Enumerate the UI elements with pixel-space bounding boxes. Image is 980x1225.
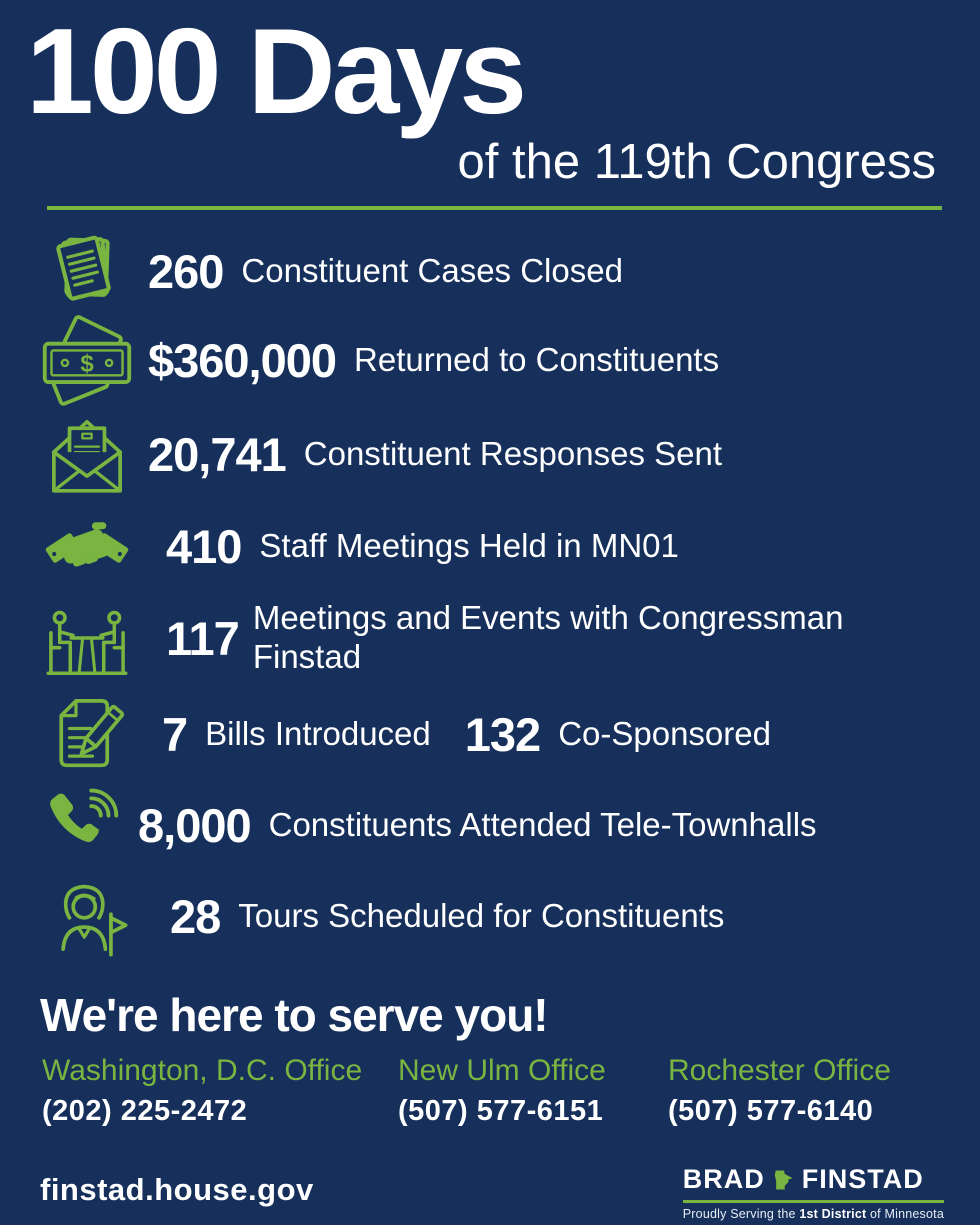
stat-value: 7 bbox=[162, 707, 188, 761]
stat-row-bills bbox=[34, 686, 980, 782]
logo-last-name: FINSTAD bbox=[801, 1164, 924, 1194]
stat-value: 260 bbox=[148, 244, 224, 298]
stat-row-responses-sent bbox=[34, 406, 980, 502]
logo-tagline bbox=[683, 1207, 944, 1221]
handshake-icon bbox=[34, 506, 140, 586]
stat-row-tele-townhalls bbox=[34, 782, 980, 868]
stat-label: Meetings and Events with Congressman Finstad bbox=[252, 599, 844, 675]
stat-value: 410 bbox=[166, 519, 242, 573]
stat-value: 20,741 bbox=[148, 427, 286, 481]
office-phone: (507) 577-6140 bbox=[668, 1095, 874, 1127]
footer bbox=[0, 1164, 980, 1221]
tagline-prefix: Proudly Serving the bbox=[682, 1207, 800, 1221]
stat-row-money-returned bbox=[34, 314, 980, 406]
meeting-table-icon bbox=[34, 594, 140, 682]
stat-row-cases-closed bbox=[34, 228, 980, 314]
website-link: finstad.house.gov bbox=[40, 1172, 314, 1207]
stat-value: 28 bbox=[170, 889, 221, 943]
office-rochester bbox=[668, 1054, 980, 1128]
stat-row-staff-meetings bbox=[34, 502, 980, 590]
page-title: 100 Days bbox=[26, 3, 524, 139]
office-name: New Ulm Office bbox=[398, 1054, 606, 1087]
office-new-ulm bbox=[398, 1054, 668, 1128]
logo-divider bbox=[683, 1200, 944, 1203]
logo-first-name: BRAD bbox=[682, 1164, 765, 1194]
stat-label: Returned to Constituents bbox=[354, 340, 720, 378]
office-name: Washington, D.C. Office bbox=[42, 1054, 363, 1087]
bill-pencil-icon bbox=[34, 688, 140, 780]
office-phone: (507) 577-6151 bbox=[398, 1095, 604, 1127]
page-subtitle: of the 119th Congress bbox=[457, 135, 936, 189]
stat-label: Constituent Cases Closed bbox=[241, 251, 623, 289]
tagline-suffix: of Minnesota bbox=[866, 1207, 944, 1221]
tagline-bold: 1st District bbox=[799, 1207, 867, 1221]
phone-icon bbox=[34, 782, 140, 868]
office-washington bbox=[42, 1054, 398, 1128]
serve-heading: We're here to serve you! bbox=[40, 989, 548, 1041]
stat-label: Staff Meetings Held in MN01 bbox=[259, 526, 679, 564]
stat-value: 117 bbox=[166, 611, 239, 665]
stat-label-cosponsored: Co-Sponsored bbox=[558, 714, 771, 752]
stat-label: Tours Scheduled for Constituents bbox=[238, 896, 725, 934]
minnesota-state-icon bbox=[773, 1169, 794, 1191]
dollar-glyph: $ bbox=[80, 350, 94, 378]
documents-stack-icon bbox=[34, 226, 140, 316]
stat-label: Constituents Attended Tele-Townhalls bbox=[268, 805, 817, 843]
offices-list bbox=[42, 1054, 980, 1128]
stat-value: 8,000 bbox=[138, 798, 251, 852]
money-bill-icon bbox=[34, 312, 140, 408]
stat-value-cosponsored: 132 bbox=[464, 707, 541, 761]
brad-finstad-logo bbox=[683, 1164, 944, 1221]
stat-value: $360,000 bbox=[148, 333, 337, 387]
stat-label: Constituent Responses Sent bbox=[303, 434, 723, 472]
stat-row-tours bbox=[34, 868, 980, 964]
stat-label: Bills Introduced bbox=[205, 714, 431, 752]
stat-row-meetings-events bbox=[34, 590, 980, 686]
envelope-letter-icon bbox=[34, 408, 140, 500]
logo-row bbox=[683, 1164, 944, 1195]
stats-list bbox=[0, 210, 980, 964]
tour-guide-icon bbox=[34, 870, 140, 962]
office-name: Rochester Office bbox=[668, 1054, 891, 1087]
office-phone: (202) 225-2472 bbox=[42, 1095, 248, 1127]
